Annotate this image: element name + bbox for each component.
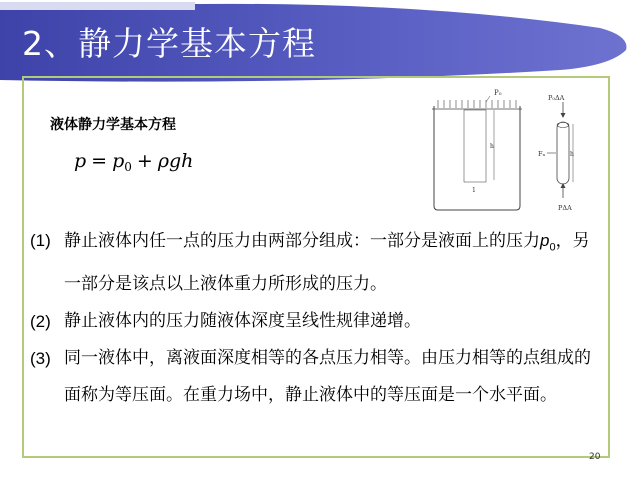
label-point: 1 [472, 187, 476, 194]
formula-equals: = [91, 150, 108, 172]
list-item [30, 222, 600, 303]
item-text: 静止液体内的压力随液体深度呈线性规律递增。 [64, 311, 421, 332]
item-text-b: ，另一部分是该点以上液体重力所形成的压力。 [64, 231, 590, 295]
formula [74, 150, 193, 172]
item-p0 [540, 231, 556, 254]
label-h-right: h [570, 151, 574, 158]
label-h-left: h [490, 143, 494, 150]
item-text: 同一液体中，离液面深度相等的各点压力相等。由压力相等的点组成的面称为等压面。在重力场中，静止液体中的等压面是一个水平面。 [64, 348, 591, 406]
item-p0-base: p [540, 231, 550, 250]
label-top-force: P₀ΔA [548, 94, 565, 102]
item-number: (1) [30, 231, 51, 250]
pressure-diagram [428, 86, 598, 216]
subheading: 液体静力学基本方程 [50, 117, 176, 133]
item-number: (3) [30, 349, 51, 369]
formula-p0: p [112, 150, 125, 172]
item-text [64, 222, 600, 303]
label-bottom-force: PΔA [558, 204, 572, 212]
slide-title: 2、静力学基本方程 [22, 24, 316, 63]
formula-p0-sub: 0 [124, 160, 132, 174]
formula-plus: + [136, 150, 153, 172]
item-text-a: 静止液体内任一点的压力由两部分组成：一部分是液面上的压力 [64, 231, 540, 251]
list-item [30, 303, 600, 340]
formula-lhs: p [74, 150, 87, 172]
item-number: (2) [30, 312, 51, 332]
explanation-list [30, 222, 600, 414]
item-p0-sub: 0 [549, 241, 556, 254]
list-item [30, 340, 600, 414]
formula-rhs: ρgh [157, 150, 194, 172]
page-number: 20 [589, 452, 601, 462]
label-p0: P₀ [494, 89, 502, 97]
label-side-force: Fₙ [538, 150, 546, 158]
